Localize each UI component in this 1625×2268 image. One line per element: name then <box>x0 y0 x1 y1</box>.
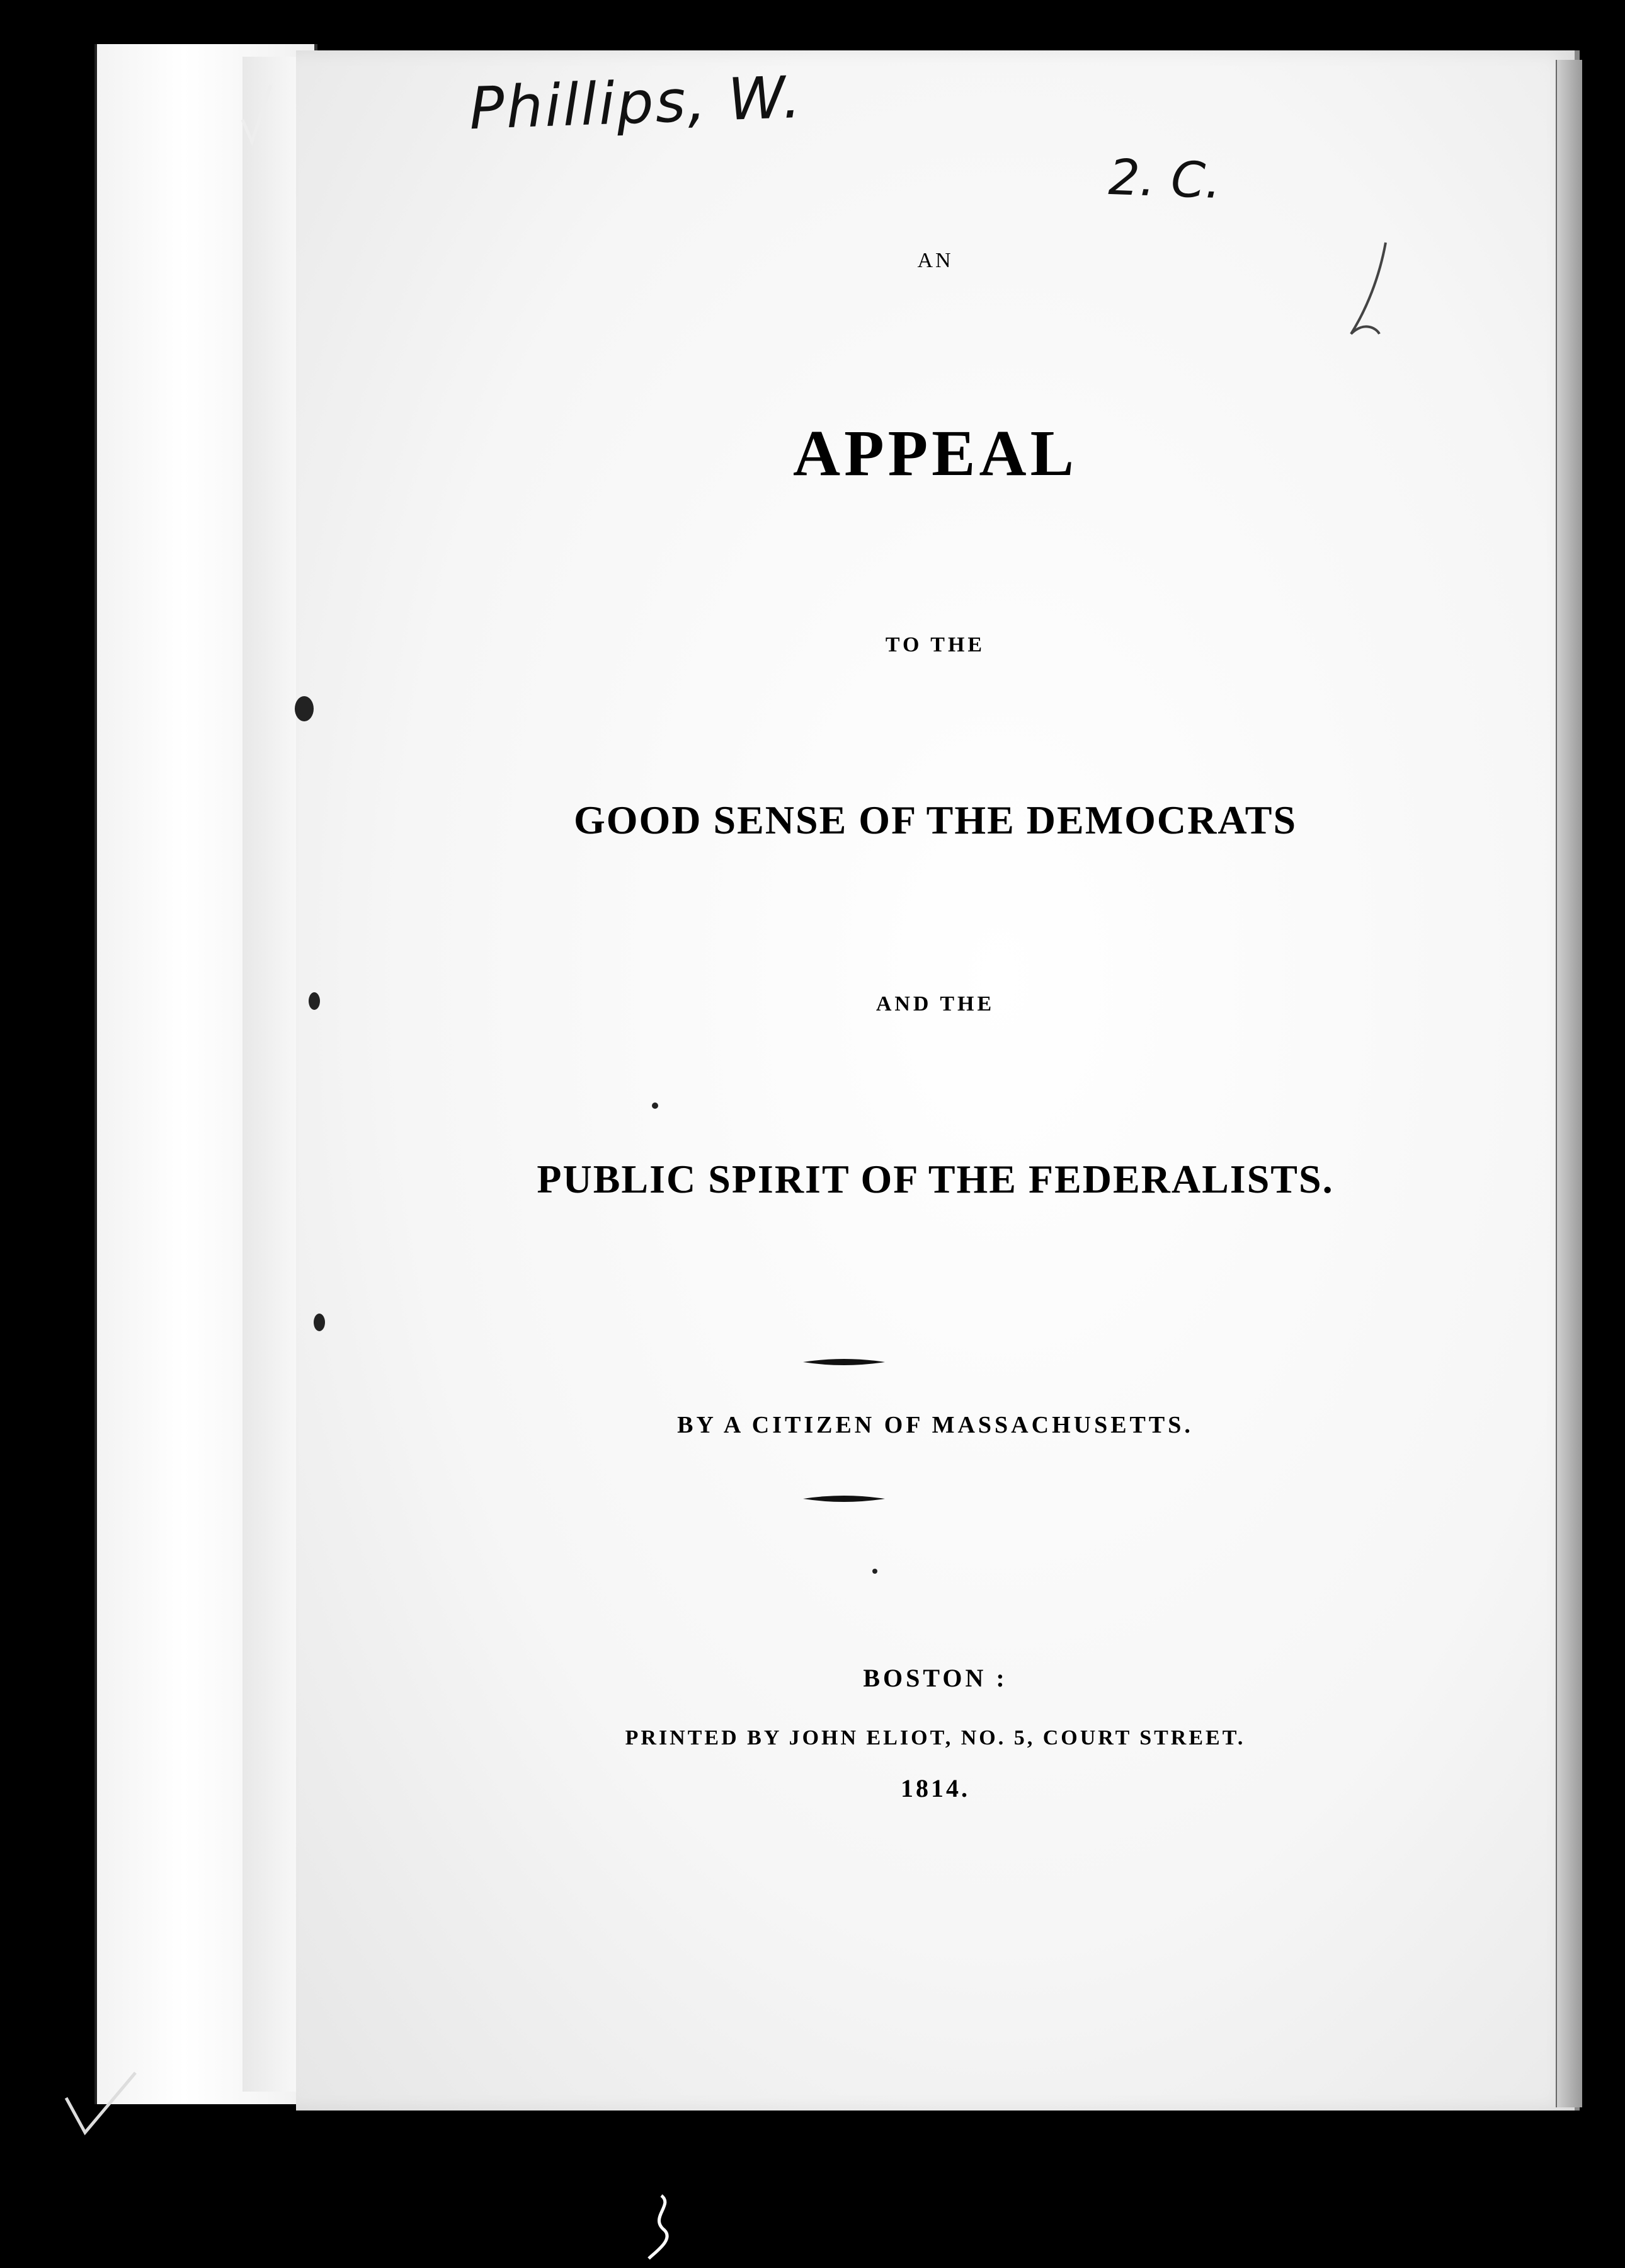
ink-flourish-icon <box>636 2192 687 2262</box>
ink-speck <box>872 1569 877 1574</box>
imprint-year: 1814. <box>901 1774 970 1802</box>
title-an: AN <box>917 249 954 272</box>
ink-speck <box>652 1102 658 1109</box>
check-mark-icon <box>239 82 277 151</box>
handwritten-name: Phillips, W. <box>468 63 804 143</box>
check-mark-bottom-icon <box>60 2060 142 2142</box>
imprint-printer: PRINTED BY JOHN ELIOT, NO. 5, COURT STREET. <box>625 1726 1246 1750</box>
title-public-spirit: PUBLIC SPIRIT OF THE FEDERALISTS. <box>537 1157 1334 1201</box>
imprint-place: BOSTON : <box>863 1664 1008 1692</box>
title-to-the: TO THE <box>885 633 986 656</box>
handwritten-shelf-code: 2. C. <box>1107 149 1223 210</box>
title-good-sense: GOOD SENSE OF THE DEMOCRATS <box>573 798 1297 842</box>
binding-hole <box>314 1314 325 1331</box>
binding-hole <box>295 696 314 721</box>
author-line: BY A CITIZEN OF MASSACHUSETTS. <box>677 1412 1194 1438</box>
ornamental-rule-bottom <box>803 1494 885 1503</box>
title-and-the: AND THE <box>875 992 995 1016</box>
title-appeal: APPEAL <box>793 417 1078 490</box>
ornamental-rule-top <box>803 1358 885 1366</box>
